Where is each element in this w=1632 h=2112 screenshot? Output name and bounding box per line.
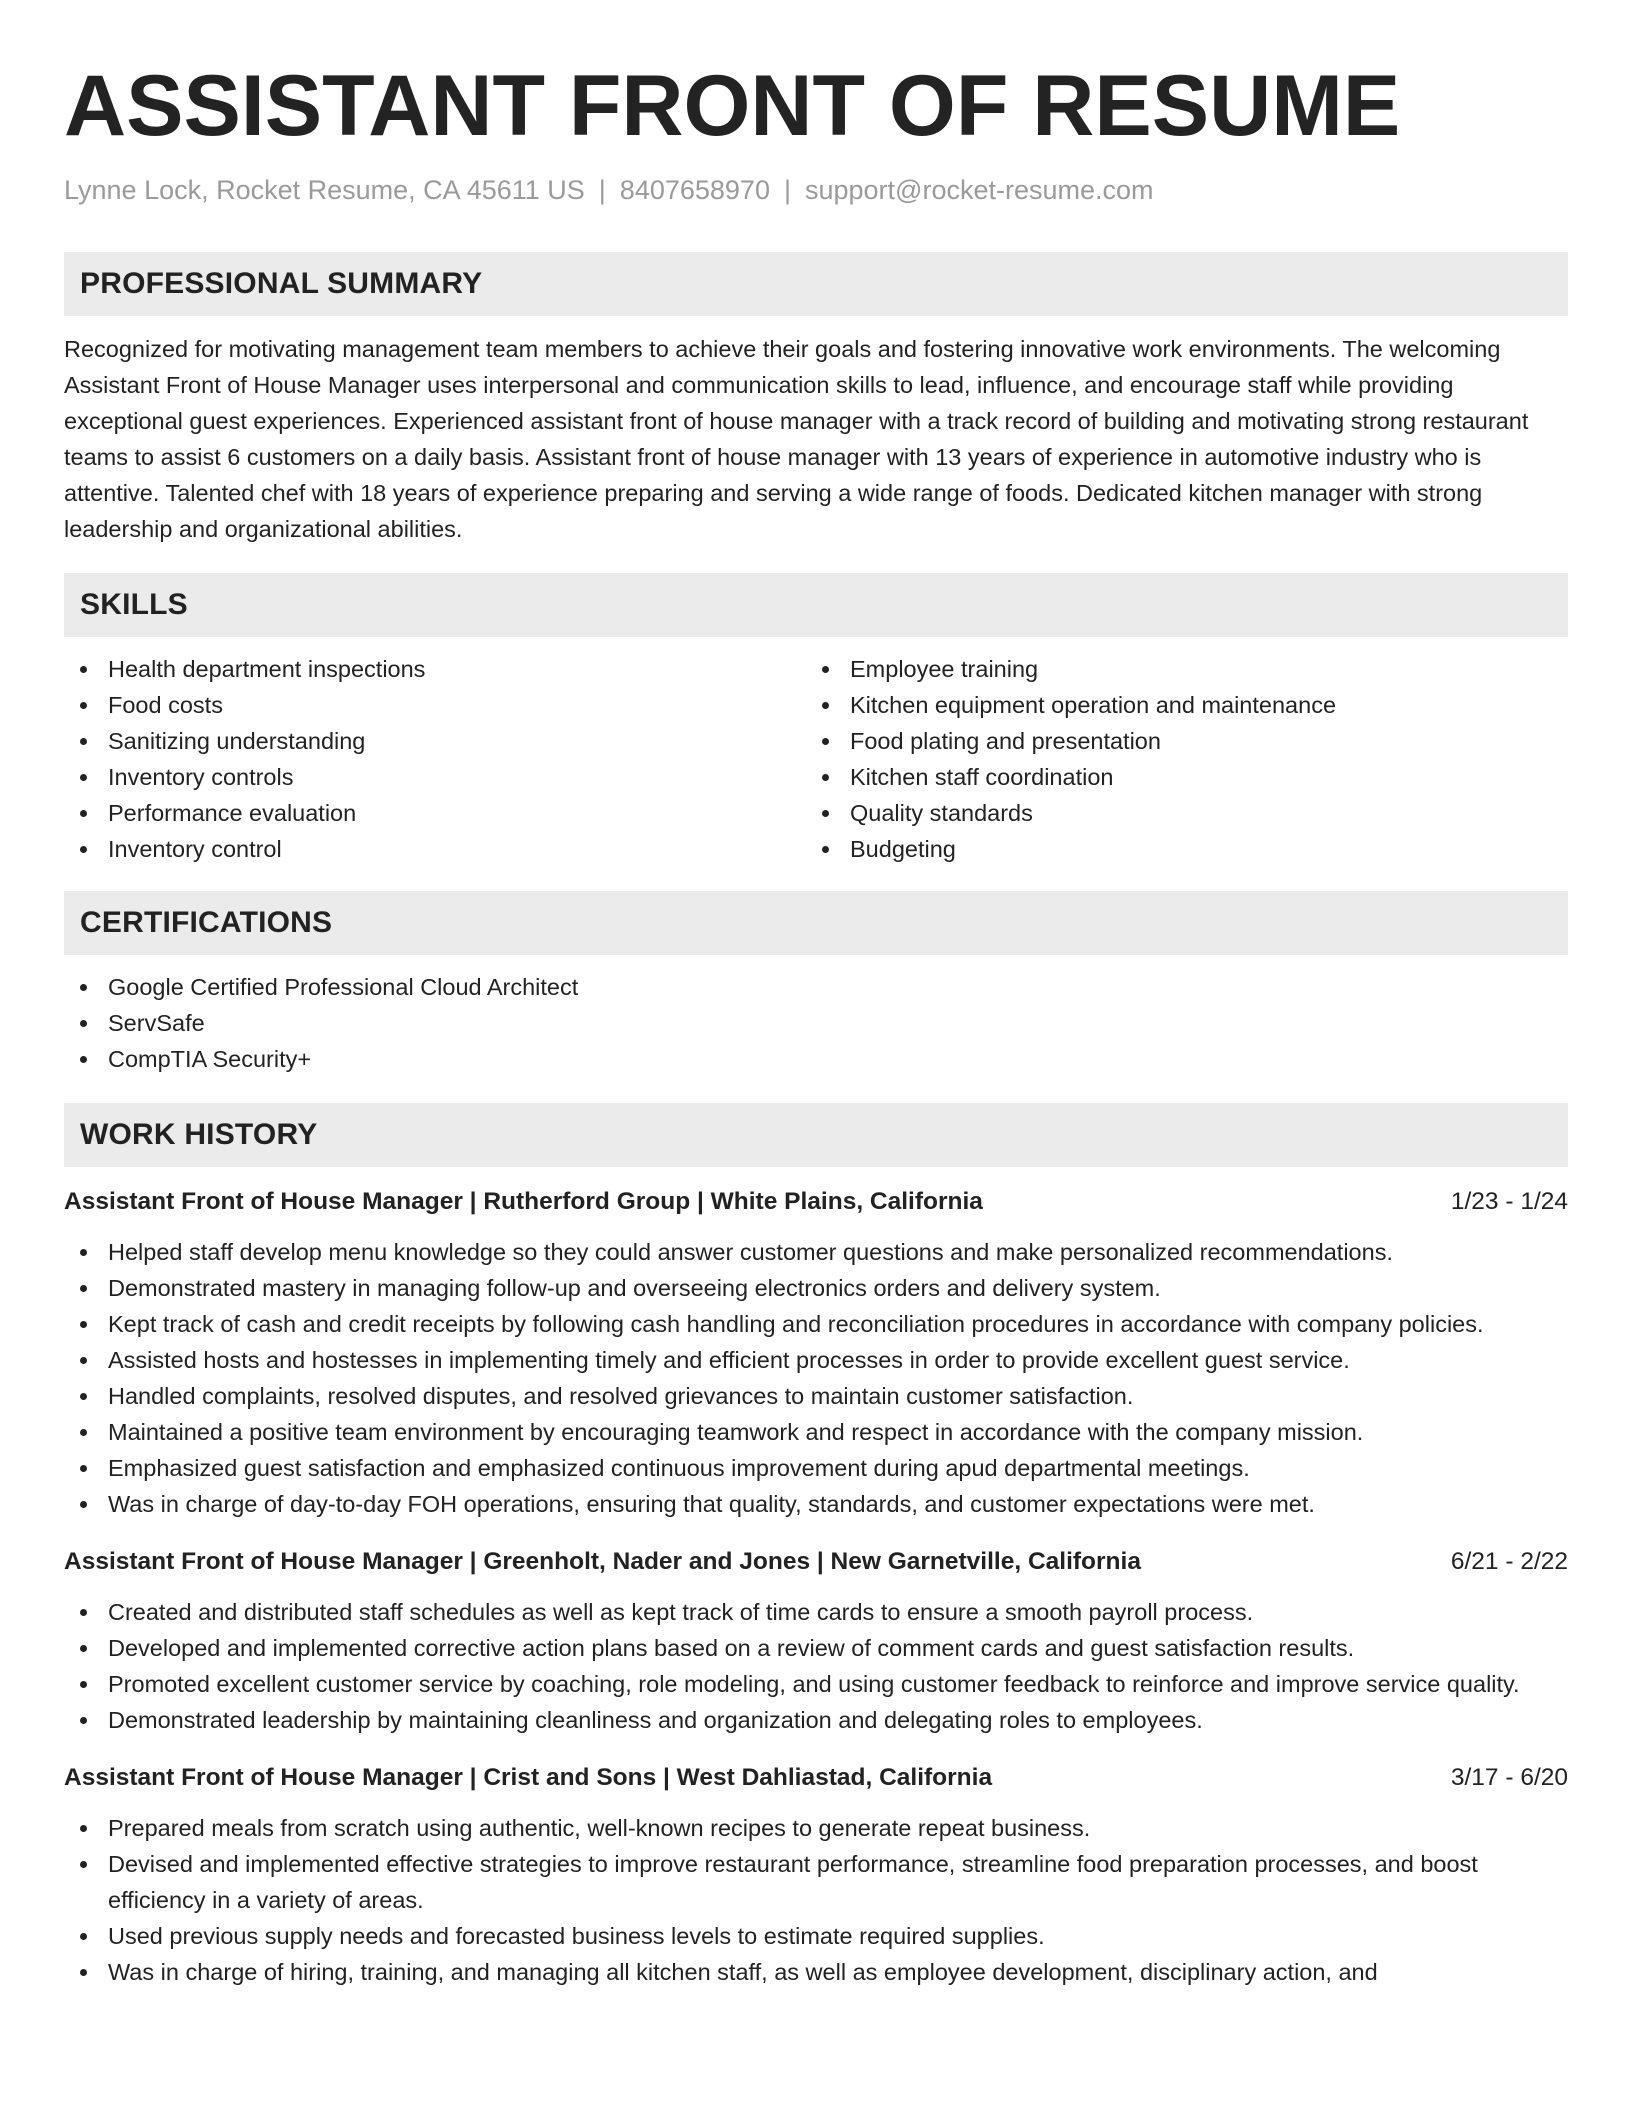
resume-title: ASSISTANT FRONT OF RESUME [64,58,1401,154]
certifications-list [64,969,1568,1077]
job-bullet: Helped staff develop menu knowledge so they could answer customer questions and make personalized recommendations. [64,1234,1568,1270]
job-bullet: Maintained a positive team environment by encouraging teamwork and respect in accordance with the company mission. [64,1414,1568,1450]
skill-item: Budgeting [806,831,1548,867]
contact-phone: 8407658970 [619,175,770,205]
job-title: Assistant Front of House Manager | Greenholt, Nader and Jones | New Garnetville, California [64,1548,1141,1575]
job-entry [64,1184,1568,1522]
section-heading-skills: SKILLS [64,573,1568,637]
skill-item: Performance evaluation [64,795,806,831]
skill-item: Food plating and presentation [806,723,1548,759]
contact-address: Lynne Lock, Rocket Resume, CA 45611 US [64,175,585,205]
skills-column-right [806,651,1548,867]
skills-column-left [64,651,806,867]
certification-item: Google Certified Professional Cloud Architect [64,969,1568,1005]
job-bullet: Demonstrated mastery in managing follow-up and overseeing electronics orders and delivery system. [64,1270,1568,1306]
job-bullet: Developed and implemented corrective action plans based on a review of comment cards and guest satisfaction results. [64,1630,1568,1666]
job-title: Assistant Front of House Manager | Rutherford Group | White Plains, California [64,1188,983,1215]
job-bullet: Promoted excellent customer service by coaching, role modeling, and using customer feedback to reinforce and improve service quality. [64,1666,1568,1702]
job-bullet: Assisted hosts and hostesses in implementing timely and efficient processes in order to provide excellent guest service. [64,1342,1568,1378]
job-title: Assistant Front of House Manager | Crist and Sons | West Dahliastad, California [64,1764,993,1791]
job-header [64,1544,1568,1580]
contact-separator: | [598,175,606,205]
skill-item: Inventory control [64,831,806,867]
contact-separator: | [783,175,791,205]
job-entry [64,1544,1568,1738]
section-heading-certifications: CERTIFICATIONS [64,891,1568,955]
job-bullet: Was in charge of day-to-day FOH operations, ensuring that quality, standards, and customer expectations were met. [64,1486,1568,1522]
section-heading-summary: PROFESSIONAL SUMMARY [64,252,1568,316]
job-bullets [64,1810,1568,1990]
job-bullet: Devised and implemented effective strategies to improve restaurant performance, streamline food preparation processes, and boost efficiency in a variety of areas. [64,1846,1568,1918]
contact-line [64,172,1568,208]
job-bullet: Emphasized guest satisfaction and emphasized continuous improvement during apud departmental meetings. [64,1450,1568,1486]
job-bullet: Handled complaints, resolved disputes, and resolved grievances to maintain customer satisfaction. [64,1378,1568,1414]
skill-item: Health department inspections [64,651,806,687]
contact-email: support@rocket-resume.com [804,175,1154,205]
skill-item: Kitchen equipment operation and maintenance [806,687,1548,723]
job-bullet: Prepared meals from scratch using authentic, well-known recipes to generate repeat business. [64,1810,1568,1846]
job-dates: 1/23 - 1/24 [1450,1188,1568,1215]
section-heading-work-history: WORK HISTORY [64,1103,1568,1167]
skill-item: Quality standards [806,795,1548,831]
job-bullet: Created and distributed staff schedules as well as kept track of time cards to ensure a smooth payroll process. [64,1594,1568,1630]
job-dates: 3/17 - 6/20 [1450,1764,1568,1791]
job-dates: 6/21 - 2/22 [1450,1548,1568,1575]
job-header [64,1184,1568,1220]
skill-item: Kitchen staff coordination [806,759,1548,795]
summary-text: Recognized for motivating management team members to achieve their goals and fostering innovative work environments. The welcoming Assistant Front of House Manager uses interpersonal and communication skills to lead, influence, and encourage staff while providing exceptional guest experiences. Experienced assistant front of house manager with a track record of building and motivating strong restaurant teams to assist 6 customers on a daily basis. Assistant front of house manager with 13 years of experience in automotive industry who is attentive. Talented chef with 18 years of experience preparing and serving a wide range of foods. Dedicated kitchen manager with strong leadership and organizational abilities. [64,336,1529,542]
job-bullet: Kept track of cash and credit receipts by following cash handling and reconciliation procedures in accordance with company policies. [64,1306,1568,1342]
skill-item: Inventory controls [64,759,806,795]
job-bullet: Demonstrated leadership by maintaining cleanliness and organization and delegating roles to employees. [64,1702,1568,1738]
job-bullet: Was in charge of hiring, training, and managing all kitchen staff, as well as employee development, disciplinary action, and [64,1954,1568,1990]
certification-item: ServSafe [64,1005,1568,1041]
job-bullets [64,1594,1568,1738]
job-bullets [64,1234,1568,1522]
job-header [64,1760,1568,1796]
job-entry [64,1760,1568,1990]
skill-item: Food costs [64,687,806,723]
job-bullet: Used previous supply needs and forecasted business levels to estimate required supplies. [64,1918,1568,1954]
certification-item: CompTIA Security+ [64,1041,1568,1077]
skill-item: Sanitizing understanding [64,723,806,759]
skills-list [64,651,1568,867]
skill-item: Employee training [806,651,1548,687]
